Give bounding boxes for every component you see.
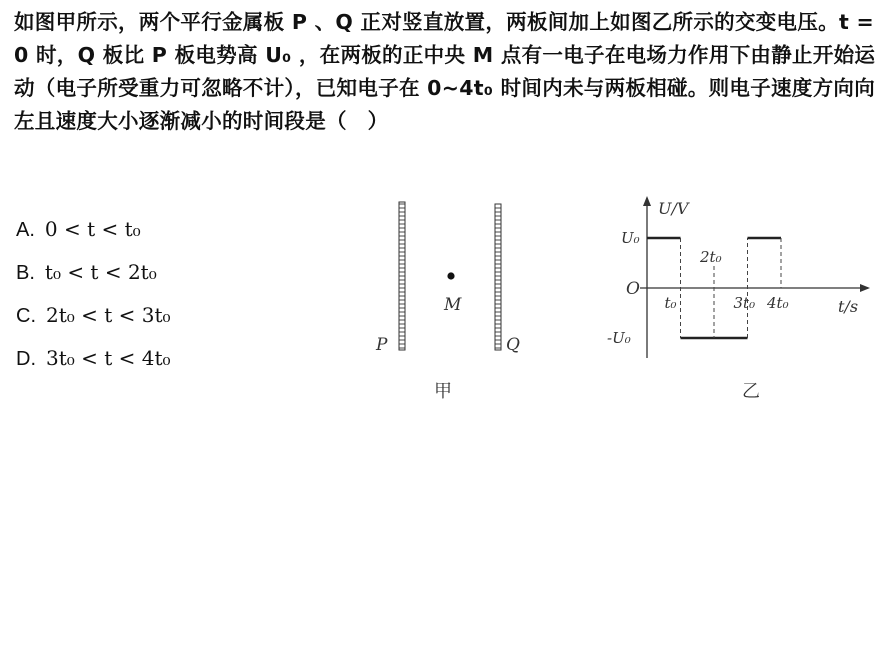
plate-q — [495, 204, 501, 350]
option-a-letter: A. — [16, 219, 35, 241]
x-tick-label: t₀ — [664, 294, 677, 312]
origin-label: O — [626, 279, 640, 299]
x-tick-label: 3t₀ — [733, 294, 756, 312]
option-d[interactable] — [16, 337, 171, 380]
option-d-text: 3t₀ < t < 4t₀ — [46, 346, 171, 370]
option-c-letter: C. — [16, 305, 36, 327]
option-c[interactable] — [16, 294, 171, 337]
x-tick-label: 4t₀ — [767, 294, 789, 312]
y-tick-label: U₀ — [621, 229, 640, 247]
y-axis-label: U/V — [658, 199, 689, 218]
figure-yi-chart — [607, 196, 870, 402]
y-tick-label: -U₀ — [607, 329, 631, 347]
x-axis-arrow — [860, 284, 870, 292]
option-b-letter: B. — [16, 262, 35, 284]
figure — [360, 190, 880, 405]
option-a-text: 0 < t < t₀ — [44, 217, 141, 241]
electron-point — [447, 272, 454, 279]
option-c-text: 2t₀ < t < 3t₀ — [46, 303, 171, 327]
plate-q-label: Q — [506, 335, 520, 355]
figure-jia — [375, 202, 520, 402]
x-tick-label: 2t₀ — [700, 248, 722, 266]
option-d-letter: D. — [16, 348, 36, 370]
y-axis-arrow — [643, 196, 651, 206]
x-axis-label: t/s — [838, 297, 859, 316]
plate-p — [399, 202, 405, 350]
answer-options — [16, 208, 171, 380]
point-m-label: M — [444, 295, 462, 315]
plate-p-label: P — [376, 335, 388, 355]
caption-jia: 甲 — [434, 381, 452, 402]
option-a[interactable] — [16, 208, 171, 251]
caption-yi: 乙 — [742, 381, 760, 402]
option-b-text: t₀ < t < 2t₀ — [44, 260, 157, 284]
question-stem: 如图甲所示，两个平行金属板 P 、Q 正对竖直放置，两板间加上如图乙所示的交变电压。t = 0 时，Q 板比 P 板电势高 U₀ ，在两板的正中央 M 点有一电子在电场力作用下由静止开始运动（电子所受重力可忽略不计），已知电子在 0~4t₀ 时间内未与两板相碰。则电子速度方向向左且速度大小逐渐减小的时间段是（ ） — [14, 10, 876, 133]
option-b[interactable] — [16, 251, 171, 294]
